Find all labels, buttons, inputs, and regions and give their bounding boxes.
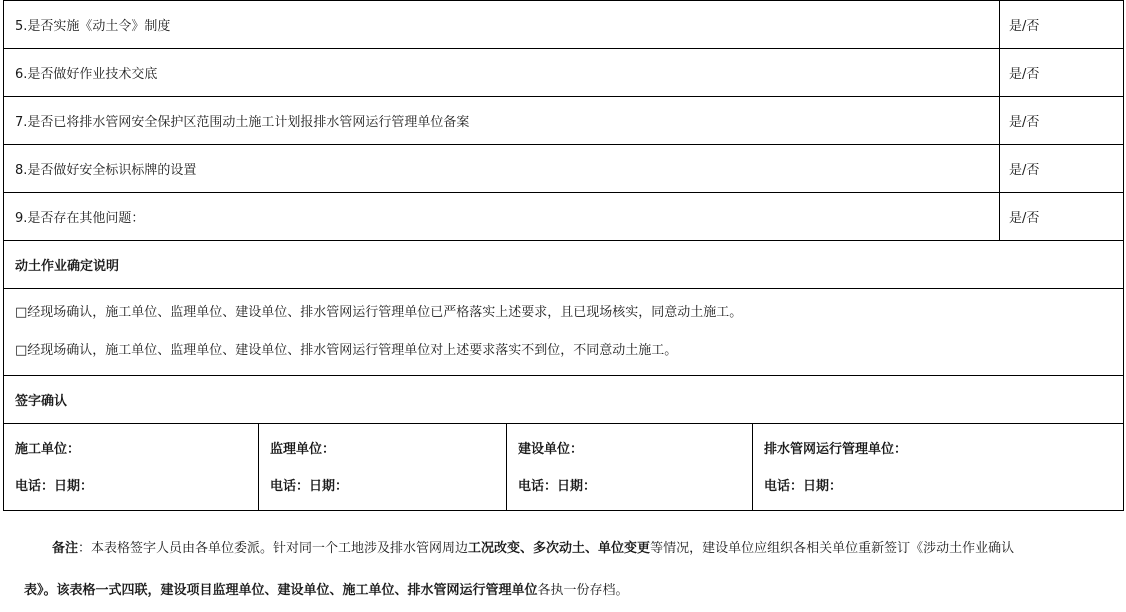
signature-cell-construction bbox=[4, 424, 259, 511]
party-contact: 电话：日期： bbox=[15, 479, 94, 494]
checklist-answer: 是/否 bbox=[1000, 193, 1124, 241]
remark-emphasis: 工况改变、多次动土、单位变更 bbox=[468, 541, 651, 556]
confirmation-heading: 动土作业确定说明 bbox=[4, 241, 1124, 289]
remark-emphasis: 表》。该表格一式四联，建设项目监理单位、建设单位、施工单位、排水管网运行管理单位 bbox=[24, 583, 538, 598]
checklist-question: 9.是否存在其他问题： bbox=[4, 193, 1000, 241]
party-contact: 电话：日期： bbox=[270, 479, 349, 494]
remark-text: 本表格签字人员由各单位委派。针对同一个工地涉及排水管网周边 bbox=[91, 541, 469, 556]
checklist-row bbox=[4, 49, 1124, 97]
signature-cell-supervision bbox=[259, 424, 507, 511]
party-name: 排水管网运行管理单位： bbox=[764, 442, 908, 457]
checklist-row bbox=[4, 145, 1124, 193]
checklist-question: 6.是否做好作业技术交底 bbox=[4, 49, 1000, 97]
confirmation-options bbox=[4, 289, 1124, 376]
party-name: 监理单位： bbox=[270, 442, 336, 457]
checklist-answer: 是/否 bbox=[1000, 1, 1124, 49]
party-contact: 电话：日期： bbox=[764, 479, 843, 494]
checklist-row bbox=[4, 97, 1124, 145]
remark-line-1 bbox=[0, 528, 1126, 570]
remark-line-2 bbox=[0, 570, 1126, 612]
checklist-question: 8.是否做好安全标识标牌的设置 bbox=[4, 145, 1000, 193]
disagree-option[interactable]: □经现场确认，施工单位、监理单位、建设单位、排水管网运行管理单位对上述要求落实不到位，不同意动土施工。 bbox=[15, 343, 678, 358]
remark-label: 备注 bbox=[52, 541, 79, 556]
signature-cell-drainage bbox=[753, 424, 1124, 511]
remark-text: 各执一份存档。 bbox=[537, 583, 629, 598]
section-row bbox=[4, 241, 1124, 289]
remark-note bbox=[0, 528, 1126, 612]
agree-option[interactable]: □经现场确认，施工单位、监理单位、建设单位、排水管网运行管理单位已严格落实上述要求，且已现场核实，同意动土施工。 bbox=[15, 305, 743, 320]
checklist-row bbox=[4, 1, 1124, 49]
section-row bbox=[4, 376, 1124, 424]
signature-cell-owner bbox=[507, 424, 753, 511]
checklist-question: 5.是否实施《动土令》制度 bbox=[4, 1, 1000, 49]
party-contact: 电话：日期： bbox=[518, 479, 597, 494]
checklist-question: 7.是否已将排水管网安全保护区范围动土施工计划报排水管网运行管理单位备案 bbox=[4, 97, 1000, 145]
checklist-answer: 是/否 bbox=[1000, 145, 1124, 193]
confirmation-options-row bbox=[4, 289, 1124, 376]
checklist-row bbox=[4, 193, 1124, 241]
checklist-answer: 是/否 bbox=[1000, 97, 1124, 145]
remark-colon: ： bbox=[78, 541, 92, 556]
signature-heading: 签字确认 bbox=[4, 376, 1124, 424]
party-name: 建设单位： bbox=[518, 442, 584, 457]
remark-text: 等情况，建设单位应组织各相关单位重新签订《涉动土作业确认 bbox=[650, 541, 1015, 556]
party-name: 施工单位： bbox=[15, 442, 81, 457]
checklist-answer: 是/否 bbox=[1000, 49, 1124, 97]
work-confirmation-table bbox=[3, 0, 1124, 511]
signature-row bbox=[4, 424, 1124, 511]
